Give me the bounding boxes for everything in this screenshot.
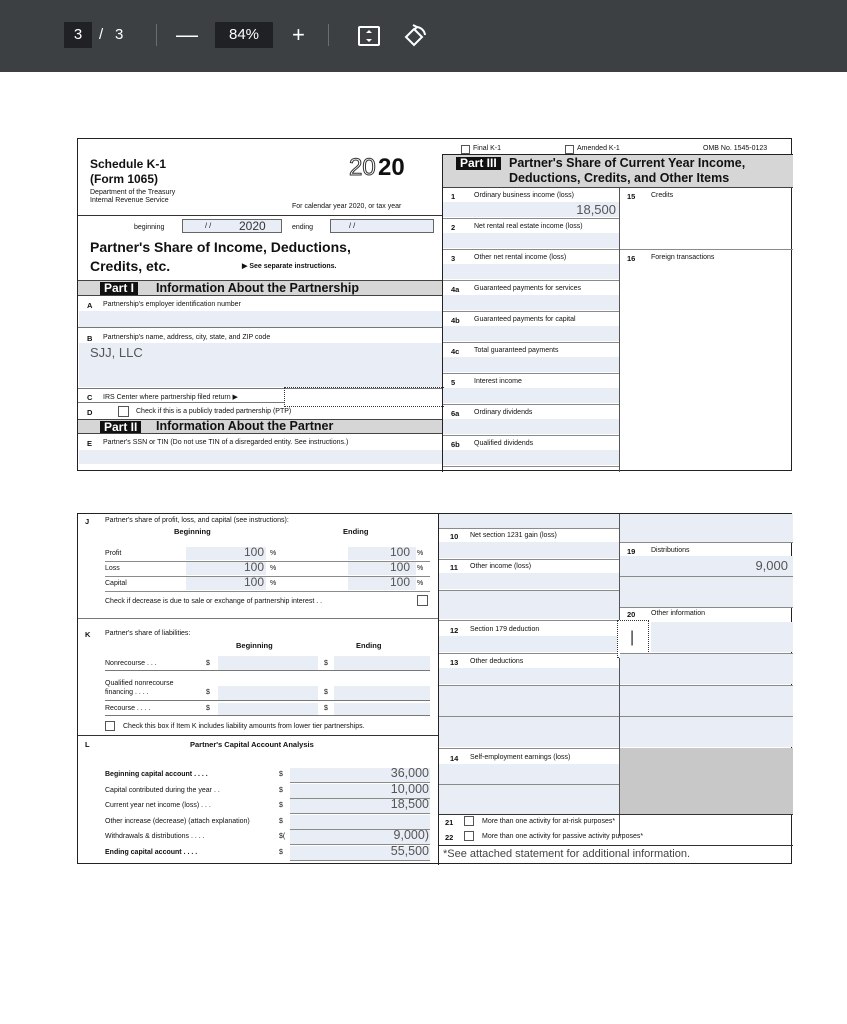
toolbar-divider bbox=[156, 24, 157, 46]
line-value-field[interactable] bbox=[443, 388, 619, 403]
pdf-toolbar bbox=[0, 0, 847, 72]
L-value: 36,000 bbox=[390, 766, 429, 780]
schedule-title: Schedule K-1 bbox=[90, 157, 167, 171]
rowC-letter: C bbox=[87, 393, 93, 402]
line-label: Other net rental income (loss) bbox=[474, 254, 567, 261]
see-instructions: ▶ See separate instructions. bbox=[242, 263, 337, 270]
k1-form-top bbox=[77, 138, 792, 471]
dollar-sign: $ bbox=[279, 848, 283, 856]
K-qualified-label: Qualified nonrecourse bbox=[105, 680, 174, 687]
rowA-letter: A bbox=[87, 301, 93, 310]
line-label: Guaranteed payments for capital bbox=[474, 316, 576, 323]
J-ending-header: Ending bbox=[343, 527, 369, 536]
percent-sign: % bbox=[417, 565, 424, 572]
line20-code-field[interactable]: | bbox=[617, 620, 649, 658]
L-value: 18,500 bbox=[390, 797, 429, 811]
line14-label: Self-employment earnings (loss) bbox=[470, 754, 571, 761]
J-begin-value: 100 bbox=[243, 545, 264, 559]
zoom-level-input[interactable]: 84% bbox=[215, 22, 273, 48]
line14-field[interactable] bbox=[439, 764, 619, 784]
fit-to-page-icon[interactable] bbox=[357, 25, 381, 47]
page-separator: / bbox=[99, 26, 104, 43]
page-total: 3 bbox=[115, 26, 124, 43]
L-row-label: Capital contributed during the year . . bbox=[105, 786, 220, 794]
percent-sign: % bbox=[270, 550, 277, 557]
percent-sign: % bbox=[417, 550, 424, 557]
irs-label: Internal Revenue Service bbox=[90, 197, 169, 204]
line11-field-b[interactable] bbox=[439, 591, 619, 619]
rowE-letter: E bbox=[87, 439, 93, 448]
part3-header bbox=[443, 154, 793, 188]
line14-num: 14 bbox=[450, 754, 459, 763]
L-row-label: Withdrawals & distributions . . . . bbox=[105, 833, 205, 840]
line10-num: 10 bbox=[450, 532, 459, 541]
L-value: 55,500 bbox=[390, 843, 429, 858]
partner-ssn-field[interactable] bbox=[79, 450, 442, 464]
line16-label: Foreign transactions bbox=[651, 254, 715, 261]
line-value: 18,500 bbox=[576, 202, 616, 217]
line13-field-c[interactable] bbox=[439, 717, 619, 747]
line14-field-b[interactable] bbox=[439, 785, 619, 814]
beginning-label: beginning bbox=[134, 224, 165, 231]
percent-sign: % bbox=[417, 580, 424, 587]
L-value: 9,000) bbox=[393, 828, 429, 842]
line22-label: More than one activity for passive activity purposes* bbox=[482, 833, 644, 840]
K-nonrecourse-end-field[interactable] bbox=[334, 656, 430, 670]
line-num: 4c bbox=[451, 347, 460, 356]
dollar-sign: $ bbox=[279, 771, 283, 778]
K-qualified-end-field[interactable] bbox=[334, 686, 430, 700]
part1-tag: Part I bbox=[100, 282, 138, 295]
L-row-label: Current year net income (loss) . . . bbox=[105, 802, 211, 809]
J-row-label: Loss bbox=[105, 565, 120, 572]
ptp-checkbox[interactable] bbox=[118, 406, 129, 417]
L-value-field[interactable] bbox=[290, 815, 430, 829]
line-label: Ordinary dividends bbox=[474, 409, 533, 416]
K-recourse-end-field[interactable] bbox=[334, 703, 430, 715]
L-row-label: Ending capital account . . . . bbox=[105, 848, 198, 856]
rowD-label: Check if this is a publicly traded partnership (PTP) bbox=[136, 408, 292, 415]
dollar-sign: $ bbox=[279, 786, 283, 794]
line16-num: 16 bbox=[627, 254, 636, 263]
L-value: 10,000 bbox=[390, 781, 429, 796]
line-num: 4b bbox=[451, 316, 460, 325]
L-row-label: Beginning capital account . . . . bbox=[105, 771, 208, 778]
dollar-sign: $ bbox=[206, 689, 210, 696]
rowC-label: IRS Center where partnership filed return ▶ bbox=[103, 394, 238, 401]
final-k1-label: Final K-1 bbox=[473, 145, 502, 152]
part1-title: Information About the Partnership bbox=[156, 281, 360, 295]
line13-num: 13 bbox=[450, 658, 459, 667]
line-value-field[interactable] bbox=[443, 233, 619, 248]
K-beginning-header: Beginning bbox=[236, 641, 273, 650]
dollar-sign: $( bbox=[279, 833, 286, 840]
J-row-line bbox=[105, 591, 430, 592]
footnote: *See attached statement for additional information. bbox=[443, 848, 691, 860]
K-recourse-label: Recourse . . . . bbox=[105, 705, 151, 712]
K-letter: K bbox=[85, 630, 91, 639]
rowB-label: Partnership's name, address, city, state, and ZIP code bbox=[103, 334, 271, 341]
K-lower-tier-checkbox[interactable] bbox=[105, 721, 115, 731]
shaded-area bbox=[620, 748, 793, 814]
beginning-date-field[interactable]: / / 2020 bbox=[182, 219, 282, 233]
line-num: 1 bbox=[451, 192, 456, 201]
line20-field[interactable] bbox=[651, 622, 793, 652]
line15-label: Credits bbox=[651, 192, 674, 199]
rowD-letter: D bbox=[87, 408, 93, 417]
L-row-label: Other increase (decrease) (attach explanation) bbox=[105, 817, 250, 825]
K-check-label: Check this box if Item K includes liability amounts from lower tier partnerships. bbox=[123, 723, 365, 730]
line-label: Total guaranteed payments bbox=[474, 347, 559, 354]
part2-title: Information About the Partner bbox=[156, 419, 334, 433]
rowB-letter: B bbox=[87, 334, 93, 343]
amended-k1-label: Amended K-1 bbox=[577, 145, 620, 152]
percent-sign: % bbox=[270, 565, 277, 572]
line13-label: Other deductions bbox=[470, 658, 524, 665]
K-qualified-begin-field[interactable] bbox=[218, 686, 318, 700]
final-k1-checkbox[interactable] bbox=[461, 145, 470, 154]
tax-year-outline: 20 bbox=[349, 154, 376, 181]
J-end-value: 100 bbox=[389, 575, 410, 589]
dollar-sign: $ bbox=[206, 660, 210, 667]
line11-num: 11 bbox=[450, 563, 458, 572]
dollar-sign: $ bbox=[324, 705, 328, 712]
J-beginning-header: Beginning bbox=[174, 527, 211, 536]
percent-sign: % bbox=[270, 580, 277, 587]
line-num: 6a bbox=[451, 409, 460, 418]
main-title-line1: Partner's Share of Income, Deductions, bbox=[90, 239, 351, 255]
K-ending-header: Ending bbox=[356, 641, 382, 650]
line22-num: 22 bbox=[445, 833, 454, 842]
page-number-input[interactable]: 3 bbox=[64, 22, 92, 48]
K-recourse-begin-field[interactable] bbox=[218, 703, 318, 715]
line20-num: 20 bbox=[627, 610, 636, 619]
dollar-sign: $ bbox=[279, 817, 283, 825]
K-title: Partner's share of liabilities: bbox=[105, 630, 191, 637]
J-sale-checkbox[interactable] bbox=[417, 595, 428, 606]
line11-label: Other income (loss) bbox=[470, 563, 532, 570]
line-num: 6b bbox=[451, 440, 460, 449]
dollar-sign: $ bbox=[206, 705, 210, 712]
line21-checkbox[interactable] bbox=[464, 816, 474, 826]
amended-k1-checkbox[interactable] bbox=[565, 145, 574, 154]
part3-title2: Deductions, Credits, and Other Items bbox=[509, 171, 730, 185]
line20-label: Other information bbox=[651, 610, 706, 617]
L-letter: L bbox=[85, 740, 90, 749]
line-label: Qualified dividends bbox=[474, 440, 534, 447]
dollar-sign: $ bbox=[279, 802, 283, 809]
line12-num: 12 bbox=[450, 626, 459, 635]
line21-label: More than one activity for at-risk purposes* bbox=[482, 818, 616, 825]
line-label: Net rental real estate income (loss) bbox=[474, 223, 583, 230]
rowA-label: Partnership's employer identification number bbox=[103, 301, 241, 308]
rowE-label: Partner's SSN or TIN (Do not use TIN of a disregarded entity. See instructions.) bbox=[103, 439, 349, 446]
line-value-field[interactable] bbox=[443, 357, 619, 372]
K-nonrecourse-begin-field[interactable] bbox=[218, 656, 318, 670]
J-begin-value: 100 bbox=[243, 575, 264, 589]
K-nonrecourse-label: Nonrecourse . . . bbox=[105, 660, 157, 667]
line11-field-a[interactable] bbox=[439, 573, 619, 589]
ending-date-field[interactable]: / / bbox=[330, 219, 434, 233]
line-value-field[interactable] bbox=[443, 450, 619, 465]
J-letter: J bbox=[85, 517, 90, 526]
J-check-label: Check if decrease is due to sale or exchange of partnership interest . . bbox=[105, 598, 323, 605]
line13-field-b[interactable] bbox=[439, 686, 619, 716]
ending-label: ending bbox=[292, 224, 314, 231]
J-end-value: 100 bbox=[389, 545, 410, 559]
L-title: Partner's Capital Account Analysis bbox=[190, 740, 314, 749]
part3-title1: Partner's Share of Current Year Income, bbox=[509, 156, 746, 170]
omb-number: OMB No. 1545-0123 bbox=[703, 145, 768, 152]
part1-header bbox=[78, 280, 442, 296]
form-number: (Form 1065) bbox=[90, 172, 159, 186]
line-value-field[interactable] bbox=[443, 419, 619, 434]
line-num: 5 bbox=[451, 378, 456, 387]
dept-treasury: Department of the Treasury bbox=[90, 189, 176, 196]
dollar-sign: $ bbox=[324, 660, 328, 667]
K-financing-label: financing . . . . bbox=[105, 689, 149, 696]
line22-checkbox[interactable] bbox=[464, 831, 474, 841]
tax-year-bold: 20 bbox=[378, 154, 405, 181]
line19-label: Distributions bbox=[651, 547, 690, 554]
line19-num: 19 bbox=[627, 547, 636, 556]
line10-label: Net section 1231 gain (loss) bbox=[470, 532, 557, 539]
irs-center-field[interactable] bbox=[284, 387, 444, 407]
calendar-year-label: For calendar year 2020, or tax year bbox=[292, 203, 402, 210]
part2-header bbox=[78, 419, 442, 434]
line-label: Ordinary business income (loss) bbox=[474, 192, 574, 199]
line-value-field[interactable] bbox=[443, 326, 619, 341]
line13-field-a[interactable] bbox=[439, 668, 619, 684]
ein-field[interactable] bbox=[79, 311, 442, 327]
toolbar-divider bbox=[328, 24, 329, 46]
line-num: 2 bbox=[451, 223, 456, 232]
zoom-in-button[interactable]: + bbox=[292, 22, 305, 47]
line12-field[interactable] bbox=[439, 636, 619, 652]
J-title: Partner's share of profit, loss, and capital (see instructions): bbox=[105, 517, 289, 524]
line12-label: Section 179 deduction bbox=[470, 626, 540, 633]
line10-field[interactable] bbox=[439, 542, 619, 558]
partnership-name-value: SJJ, LLC bbox=[90, 345, 143, 360]
rotate-icon[interactable] bbox=[402, 24, 428, 48]
line15-num: 15 bbox=[627, 192, 636, 201]
zoom-out-button[interactable]: — bbox=[176, 22, 198, 47]
line-num: 3 bbox=[451, 254, 456, 263]
part2-tag: Part II bbox=[100, 421, 141, 433]
J-row-label: Capital bbox=[105, 580, 127, 587]
dollar-sign: $ bbox=[324, 689, 328, 696]
line19-value: 9,000 bbox=[755, 558, 788, 573]
k1-form-bottom bbox=[77, 513, 792, 864]
line-label: Interest income bbox=[474, 378, 522, 385]
main-title-line2: Credits, etc. bbox=[90, 258, 171, 274]
J-begin-value: 100 bbox=[243, 560, 264, 574]
J-row-label: Profit bbox=[105, 550, 122, 557]
line-value-field[interactable] bbox=[443, 295, 619, 310]
line-value-field[interactable] bbox=[443, 264, 619, 279]
J-end-value: 100 bbox=[389, 560, 410, 574]
line-label: Guaranteed payments for services bbox=[474, 285, 581, 292]
line-num: 4a bbox=[451, 285, 460, 294]
line21-num: 21 bbox=[445, 818, 454, 827]
part3-tag: Part III bbox=[456, 157, 501, 170]
